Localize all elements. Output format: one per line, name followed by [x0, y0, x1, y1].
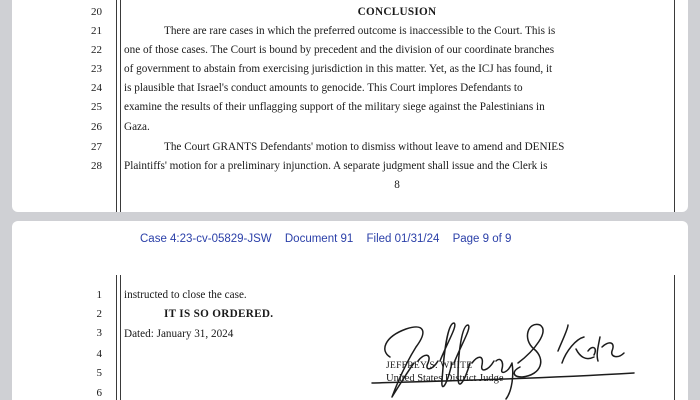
- line-number: 4: [96, 348, 102, 360]
- right-margin-rule: [674, 0, 675, 212]
- document-number: Document 91: [284, 233, 354, 245]
- line-number: 5: [96, 367, 102, 379]
- body-line: of government to abstain from exercising jurisdiction in this matter. Yet, as the ICJ has found, it: [124, 63, 553, 75]
- body-line: Gaza.: [124, 121, 150, 133]
- document-page-9: [12, 221, 688, 400]
- line-number: 23: [91, 63, 102, 75]
- left-margin-rule: [116, 0, 117, 212]
- line-number: 2: [96, 308, 102, 320]
- right-margin-rule: [674, 275, 675, 400]
- document-page-8: [12, 0, 688, 212]
- line-number: 20: [91, 6, 102, 18]
- filed-date: Filed 01/31/24: [366, 233, 440, 245]
- body-line: instructed to close the case.: [124, 289, 247, 301]
- body-line: The Court GRANTS Defendants' motion to dismiss without leave to amend and DENIES: [164, 141, 565, 153]
- ecf-header: [140, 233, 521, 245]
- left-margin-rule-inner: [120, 275, 121, 400]
- line-number: 21: [91, 25, 102, 37]
- body-line: examine the results of their unflagging support of the military siege against the Palestinians in: [124, 101, 545, 113]
- case-number: Case 4:23-cv-05829-JSW: [140, 233, 272, 245]
- body-line: is plausible that Israel's conduct amounts to genocide. This Court implores Defendants to: [124, 82, 523, 94]
- page-number: 8: [394, 179, 400, 191]
- body-line: one of those cases. The Court is bound by precedent and the division of our coordinate branches: [124, 44, 555, 56]
- judge-name: JEFFREY S. WHITE: [386, 361, 473, 371]
- body-line: Plaintiffs' motion for a preliminary injunction. A separate judgment shall issue and the Clerk is: [124, 160, 548, 172]
- line-number: 26: [91, 121, 102, 133]
- judge-signature: [362, 311, 642, 400]
- body-line: There are rare cases in which the preferred outcome is inaccessible to the Court. This is: [164, 25, 556, 37]
- line-number: 27: [91, 141, 102, 153]
- line-number: 1: [96, 289, 102, 301]
- line-number: 3: [96, 327, 102, 339]
- section-heading: CONCLUSION: [357, 6, 437, 18]
- line-number: 28: [91, 160, 102, 172]
- line-number: 22: [91, 44, 102, 56]
- line-number: 6: [96, 387, 102, 399]
- judge-title: United States District Judge: [386, 373, 504, 384]
- page-count: Page 9 of 9: [452, 233, 512, 245]
- line-number: 24: [91, 82, 102, 94]
- dated-line: Dated: January 31, 2024: [124, 328, 234, 340]
- so-ordered: IT IS SO ORDERED.: [164, 308, 274, 320]
- left-margin-rule: [116, 275, 117, 400]
- line-number: 25: [91, 101, 102, 113]
